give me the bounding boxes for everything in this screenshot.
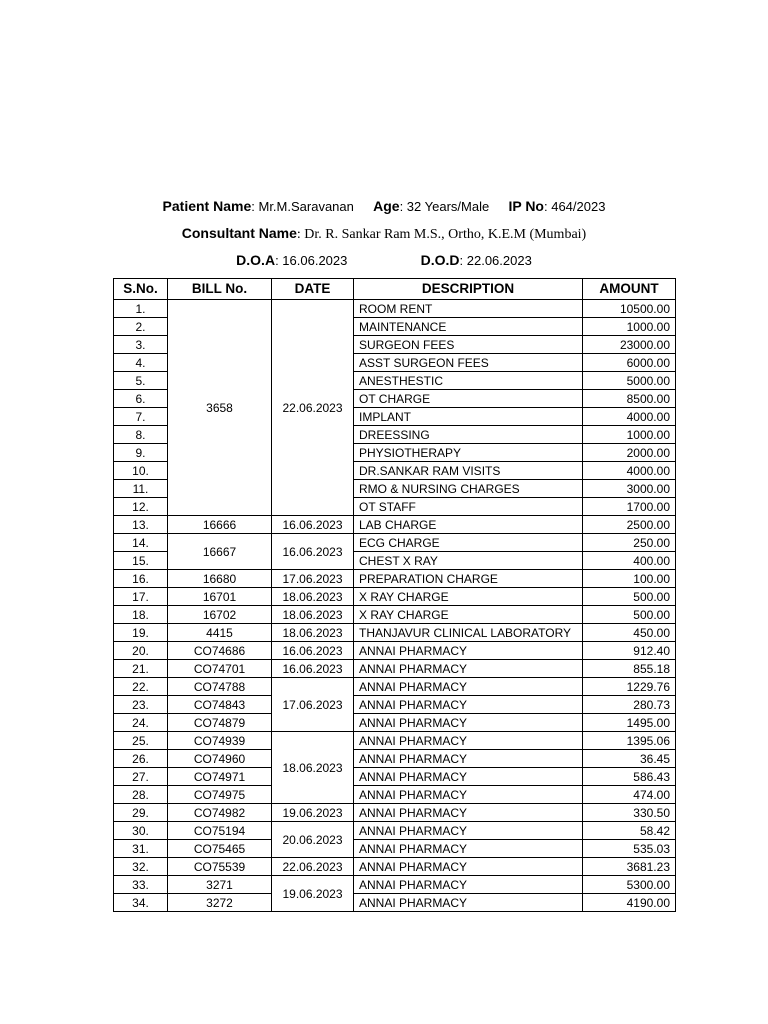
amount-cell: 10500.00 <box>583 300 676 318</box>
table-row <box>114 300 676 318</box>
amount-cell: 2000.00 <box>583 444 676 462</box>
description-cell: PREPARATION CHARGE <box>354 570 583 588</box>
description-cell: ANNAI PHARMACY <box>354 678 583 696</box>
amount-cell: 1700.00 <box>583 498 676 516</box>
description-cell: MAINTENANCE <box>354 318 583 336</box>
serial-number-cell: 32. <box>114 858 168 876</box>
table-row <box>114 732 676 750</box>
bill-number-cell: CO75539 <box>168 858 272 876</box>
bill-number-cell: CO75465 <box>168 840 272 858</box>
amount-cell: 855.18 <box>583 660 676 678</box>
bill-number-cell: CO74975 <box>168 786 272 804</box>
bill-number-cell: CO74971 <box>168 768 272 786</box>
doa-label: D.O.A <box>236 252 276 268</box>
table-row <box>114 876 676 894</box>
description-cell: ANNAI PHARMACY <box>354 714 583 732</box>
table-row <box>114 678 676 696</box>
amount-cell: 280.73 <box>583 696 676 714</box>
dod-value: 22.06.2023 <box>466 253 532 268</box>
table-row <box>114 894 676 912</box>
description-cell: THANJAVUR CLINICAL LABORATORY <box>354 624 583 642</box>
amount-cell: 4000.00 <box>583 408 676 426</box>
serial-number-cell: 12. <box>114 498 168 516</box>
serial-number-cell: 27. <box>114 768 168 786</box>
bill-number-cell: 4415 <box>168 624 272 642</box>
description-cell: ANNAI PHARMACY <box>354 822 583 840</box>
description-cell: CHEST X RAY <box>354 552 583 570</box>
description-cell: ANNAI PHARMACY <box>354 750 583 768</box>
column-header-date: DATE <box>272 279 354 300</box>
table-row <box>114 768 676 786</box>
amount-cell: 474.00 <box>583 786 676 804</box>
bill-number-cell: CO75194 <box>168 822 272 840</box>
amount-cell: 58.42 <box>583 822 676 840</box>
description-cell: ANNAI PHARMACY <box>354 660 583 678</box>
column-header-amount: AMOUNT <box>583 279 676 300</box>
description-cell: ANNAI PHARMACY <box>354 696 583 714</box>
serial-number-cell: 2. <box>114 318 168 336</box>
description-cell: X RAY CHARGE <box>354 588 583 606</box>
bill-number-cell: CO74960 <box>168 750 272 768</box>
amount-cell: 535.03 <box>583 840 676 858</box>
column-header-bill-no: BILL No. <box>168 279 272 300</box>
serial-number-cell: 34. <box>114 894 168 912</box>
serial-number-cell: 14. <box>114 534 168 552</box>
amount-cell: 1000.00 <box>583 318 676 336</box>
description-cell: OT STAFF <box>354 498 583 516</box>
amount-cell: 5300.00 <box>583 876 676 894</box>
serial-number-cell: 25. <box>114 732 168 750</box>
dod-label: D.O.D <box>420 252 460 268</box>
description-cell: DREESSING <box>354 426 583 444</box>
amount-cell: 100.00 <box>583 570 676 588</box>
bill-number-cell: 3272 <box>168 894 272 912</box>
bill-table-body <box>114 300 676 912</box>
bill-number-cell: 3271 <box>168 876 272 894</box>
serial-number-cell: 5. <box>114 372 168 390</box>
description-cell: DR.SANKAR RAM VISITS <box>354 462 583 480</box>
description-cell: ANNAI PHARMACY <box>354 642 583 660</box>
age-label: Age <box>373 198 400 214</box>
description-cell: ANNAI PHARMACY <box>354 858 583 876</box>
bill-number-cell: CO74982 <box>168 804 272 822</box>
doa-value: 16.06.2023 <box>282 253 348 268</box>
serial-number-cell: 19. <box>114 624 168 642</box>
age-value: 32 Years/Male <box>406 199 490 214</box>
bill-number-cell: CO74788 <box>168 678 272 696</box>
amount-cell: 4190.00 <box>583 894 676 912</box>
date-cell: 17.06.2023 <box>272 570 354 588</box>
description-cell: ECG CHARGE <box>354 534 583 552</box>
description-cell: ANNAI PHARMACY <box>354 876 583 894</box>
date-cell: 16.06.2023 <box>272 516 354 534</box>
amount-cell: 8500.00 <box>583 390 676 408</box>
date-cell: 18.06.2023 <box>272 588 354 606</box>
date-cell: 22.06.2023 <box>272 858 354 876</box>
description-cell: ANNAI PHARMACY <box>354 804 583 822</box>
serial-number-cell: 6. <box>114 390 168 408</box>
bill-number-cell: 16702 <box>168 606 272 624</box>
bill-number-cell: CO74686 <box>168 642 272 660</box>
bill-number-cell: 16680 <box>168 570 272 588</box>
serial-number-cell: 15. <box>114 552 168 570</box>
bill-number-cell: CO74843 <box>168 696 272 714</box>
table-row <box>114 642 676 660</box>
date-cell: 16.06.2023 <box>272 660 354 678</box>
amount-cell: 586.43 <box>583 768 676 786</box>
table-row <box>114 606 676 624</box>
amount-cell: 3000.00 <box>583 480 676 498</box>
serial-number-cell: 17. <box>114 588 168 606</box>
serial-number-cell: 10. <box>114 462 168 480</box>
table-row <box>114 660 676 678</box>
consultant-line: Consultant Name: Dr. R. Sankar Ram M.S., Ortho, K.E.M (Mumbai) <box>181 225 587 242</box>
table-row <box>114 840 676 858</box>
table-row <box>114 786 676 804</box>
serial-number-cell: 26. <box>114 750 168 768</box>
ip-no-label: IP No <box>508 198 544 214</box>
serial-number-cell: 23. <box>114 696 168 714</box>
amount-cell: 3681.23 <box>583 858 676 876</box>
date-cell: 22.06.2023 <box>272 300 354 516</box>
serial-number-cell: 8. <box>114 426 168 444</box>
date-cell: 18.06.2023 <box>272 606 354 624</box>
table-header-row <box>114 279 676 300</box>
patient-name-value: Mr.M.Saravanan <box>258 199 354 214</box>
bill-number-cell: 16666 <box>168 516 272 534</box>
amount-cell: 400.00 <box>583 552 676 570</box>
amount-cell: 1395.06 <box>583 732 676 750</box>
description-cell: X RAY CHARGE <box>354 606 583 624</box>
description-cell: SURGEON FEES <box>354 336 583 354</box>
amount-cell: 500.00 <box>583 606 676 624</box>
serial-number-cell: 33. <box>114 876 168 894</box>
amount-cell: 250.00 <box>583 534 676 552</box>
consultant-label: Consultant Name <box>181 225 297 241</box>
amount-cell: 330.50 <box>583 804 676 822</box>
description-cell: RMO & NURSING CHARGES <box>354 480 583 498</box>
description-cell: ANNAI PHARMACY <box>354 894 583 912</box>
date-cell: 19.06.2023 <box>272 804 354 822</box>
amount-cell: 2500.00 <box>583 516 676 534</box>
bill-table <box>113 278 676 912</box>
amount-cell: 36.45 <box>583 750 676 768</box>
ip-no-value: 464/2023 <box>551 199 606 214</box>
bill-number-cell: CO74701 <box>168 660 272 678</box>
description-cell: ANNAI PHARMACY <box>354 732 583 750</box>
description-cell: IMPLANT <box>354 408 583 426</box>
bill-number-cell: 16667 <box>168 534 272 570</box>
serial-number-cell: 3. <box>114 336 168 354</box>
date-cell: 17.06.2023 <box>272 678 354 732</box>
consultant-value: Dr. R. Sankar Ram M.S., Ortho, K.E.M (Mumbai) <box>304 227 587 242</box>
bill-number-cell: CO74879 <box>168 714 272 732</box>
date-cell: 16.06.2023 <box>272 642 354 660</box>
serial-number-cell: 30. <box>114 822 168 840</box>
serial-number-cell: 20. <box>114 642 168 660</box>
date-cell: 20.06.2023 <box>272 822 354 858</box>
table-row <box>114 858 676 876</box>
table-row <box>114 822 676 840</box>
column-header-description: DESCRIPTION <box>354 279 583 300</box>
serial-number-cell: 18. <box>114 606 168 624</box>
amount-cell: 6000.00 <box>583 354 676 372</box>
date-cell: 18.06.2023 <box>272 624 354 642</box>
description-cell: ROOM RENT <box>354 300 583 318</box>
serial-number-cell: 13. <box>114 516 168 534</box>
serial-number-cell: 28. <box>114 786 168 804</box>
description-cell: ASST SURGEON FEES <box>354 354 583 372</box>
serial-number-cell: 22. <box>114 678 168 696</box>
amount-cell: 4000.00 <box>583 462 676 480</box>
table-row <box>114 804 676 822</box>
description-cell: ANNAI PHARMACY <box>354 840 583 858</box>
amount-cell: 1000.00 <box>583 426 676 444</box>
bill-number-cell: 3658 <box>168 300 272 516</box>
description-cell: ANNAI PHARMACY <box>354 768 583 786</box>
table-row <box>114 534 676 552</box>
serial-number-cell: 11. <box>114 480 168 498</box>
description-cell: ANNAI PHARMACY <box>354 786 583 804</box>
serial-number-cell: 16. <box>114 570 168 588</box>
table-row <box>114 570 676 588</box>
amount-cell: 450.00 <box>583 624 676 642</box>
table-row <box>114 696 676 714</box>
amount-cell: 5000.00 <box>583 372 676 390</box>
description-cell: PHYSIOTHERAPY <box>354 444 583 462</box>
amount-cell: 912.40 <box>583 642 676 660</box>
bill-number-cell: 16701 <box>168 588 272 606</box>
serial-number-cell: 7. <box>114 408 168 426</box>
table-row <box>114 714 676 732</box>
table-row <box>114 588 676 606</box>
serial-number-cell: 29. <box>114 804 168 822</box>
patient-name-label: Patient Name <box>162 198 252 214</box>
serial-number-cell: 9. <box>114 444 168 462</box>
date-cell: 18.06.2023 <box>272 732 354 804</box>
description-cell: ANESTHESTIC <box>354 372 583 390</box>
table-row <box>114 624 676 642</box>
description-cell: OT CHARGE <box>354 390 583 408</box>
table-row <box>114 750 676 768</box>
table-row <box>114 516 676 534</box>
serial-number-cell: 24. <box>114 714 168 732</box>
amount-cell: 500.00 <box>583 588 676 606</box>
amount-cell: 1495.00 <box>583 714 676 732</box>
amount-cell: 1229.76 <box>583 678 676 696</box>
patient-info-line: Patient Name: Mr.M.Saravanan Age: 32 Years/Male IP No: 464/2023 <box>162 198 606 214</box>
amount-cell: 23000.00 <box>583 336 676 354</box>
serial-number-cell: 31. <box>114 840 168 858</box>
bill-number-cell: CO74939 <box>168 732 272 750</box>
column-header-sno: S.No. <box>114 279 168 300</box>
description-cell: LAB CHARGE <box>354 516 583 534</box>
date-cell: 19.06.2023 <box>272 876 354 912</box>
serial-number-cell: 4. <box>114 354 168 372</box>
admission-dates-line: D.O.A: 16.06.2023 D.O.D: 22.06.2023 <box>236 252 532 268</box>
date-cell: 16.06.2023 <box>272 534 354 570</box>
serial-number-cell: 1. <box>114 300 168 318</box>
serial-number-cell: 21. <box>114 660 168 678</box>
